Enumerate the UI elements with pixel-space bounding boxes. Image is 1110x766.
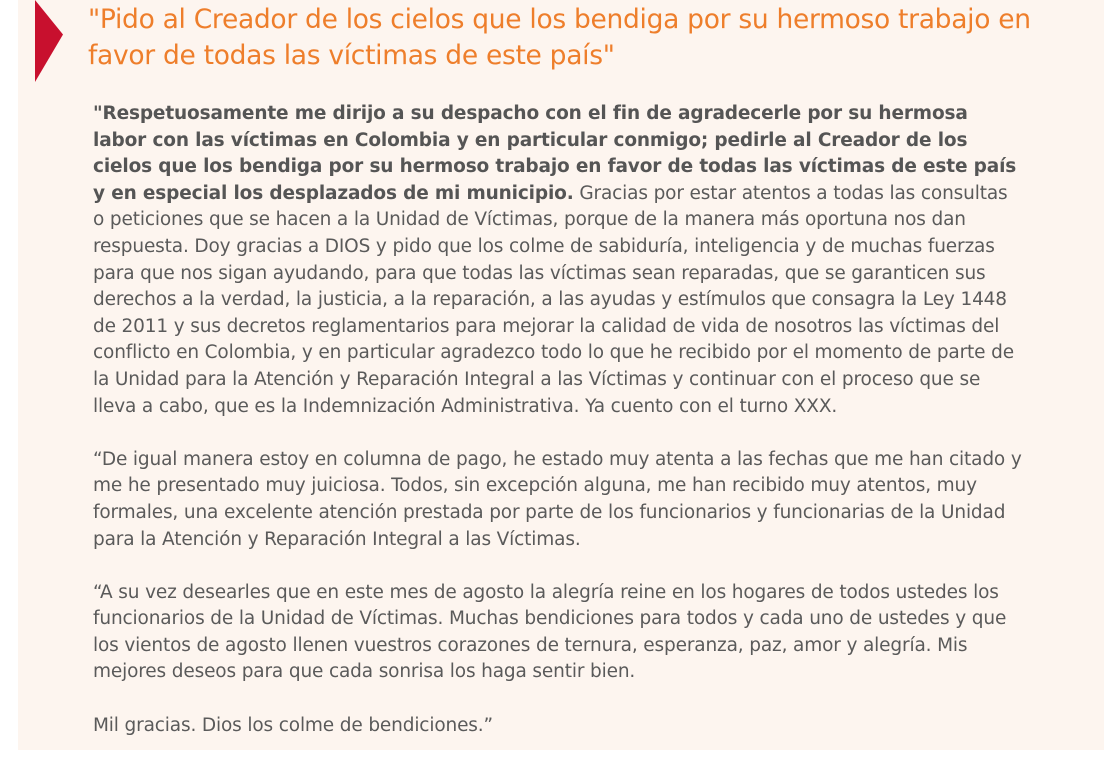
headline-quote: "Pido al Creador de los cielos que los bendiga por su hermoso trabajo en favor de todas las víctimas de este país" [88, 4, 1031, 71]
paragraph-3: “A su vez desearles que en este mes de agosto la alegría reine en los hogares de todos ustedes los funcionarios de la Unidad de Víctimas. Muchas bendiciones para todos y cada uno de ustedes y que los vientos de agosto llenen vuestros corazones de ternura, esperanza, paz, amor y alegría. Mis mejores deseos para que cada sonrisa los haga sentir bien. [93, 581, 1007, 683]
paragraph-4: Mil gracias. Dios los colme de bendiciones.” [93, 714, 493, 736]
testimonial-body [93, 101, 1023, 766]
paragraph-1-rest: Gracias por estar atentos a todas las consultas o peticiones que se hacen a la Unidad de Víctimas, porque de la manera más oportuna nos dan respuesta. Doy gracias a DIOS y pido que los colme de sabiduría, inteligencia y de muchas fuerzas para que nos sigan ayudando, para que todas las víctimas sean reparadas, que se garanticen sus derechos a la verdad, la justicia, a la reparación, a las ayudas y estímulos que consagra la Ley 1448 de 2011 y sus decretos reglamentarios para mejorar la calidad de vida de nosotros las víctimas del conflicto en Colombia, y en particular agradezco todo lo que he recibido por el momento de parte de la Unidad para la Atención y Reparación Integral a las Víctimas y continuar con el proceso que se lleva a cabo, que es la Indemnización Administrativa. Ya cuento con el turno XXX. [93, 182, 1014, 417]
paragraph-2: “De igual manera estoy en columna de pago, he estado muy atenta a las fechas que me han citado y me he presentado muy juiciosa. Todos, sin excepción alguna, me han recibido muy atentos, muy formales, una excelente atención prestada por parte de los funcionarios y funcionarias de la Unidad para la Atención y Reparación Integral a las Víctimas. [93, 448, 1022, 550]
paragraph-1-bold-lead: "Respetuosamente me dirijo a su despacho con el fin de agradecerle por su hermosa labor con las víctimas en Colombia y en particular conmigo; pedirle al Creador de los cielos que los bendiga por su hermoso trabajo en favor de todas las víctimas de este país y en especial los desplazados de mi municipio. [93, 103, 1017, 204]
paragraph-1 [93, 101, 1023, 420]
